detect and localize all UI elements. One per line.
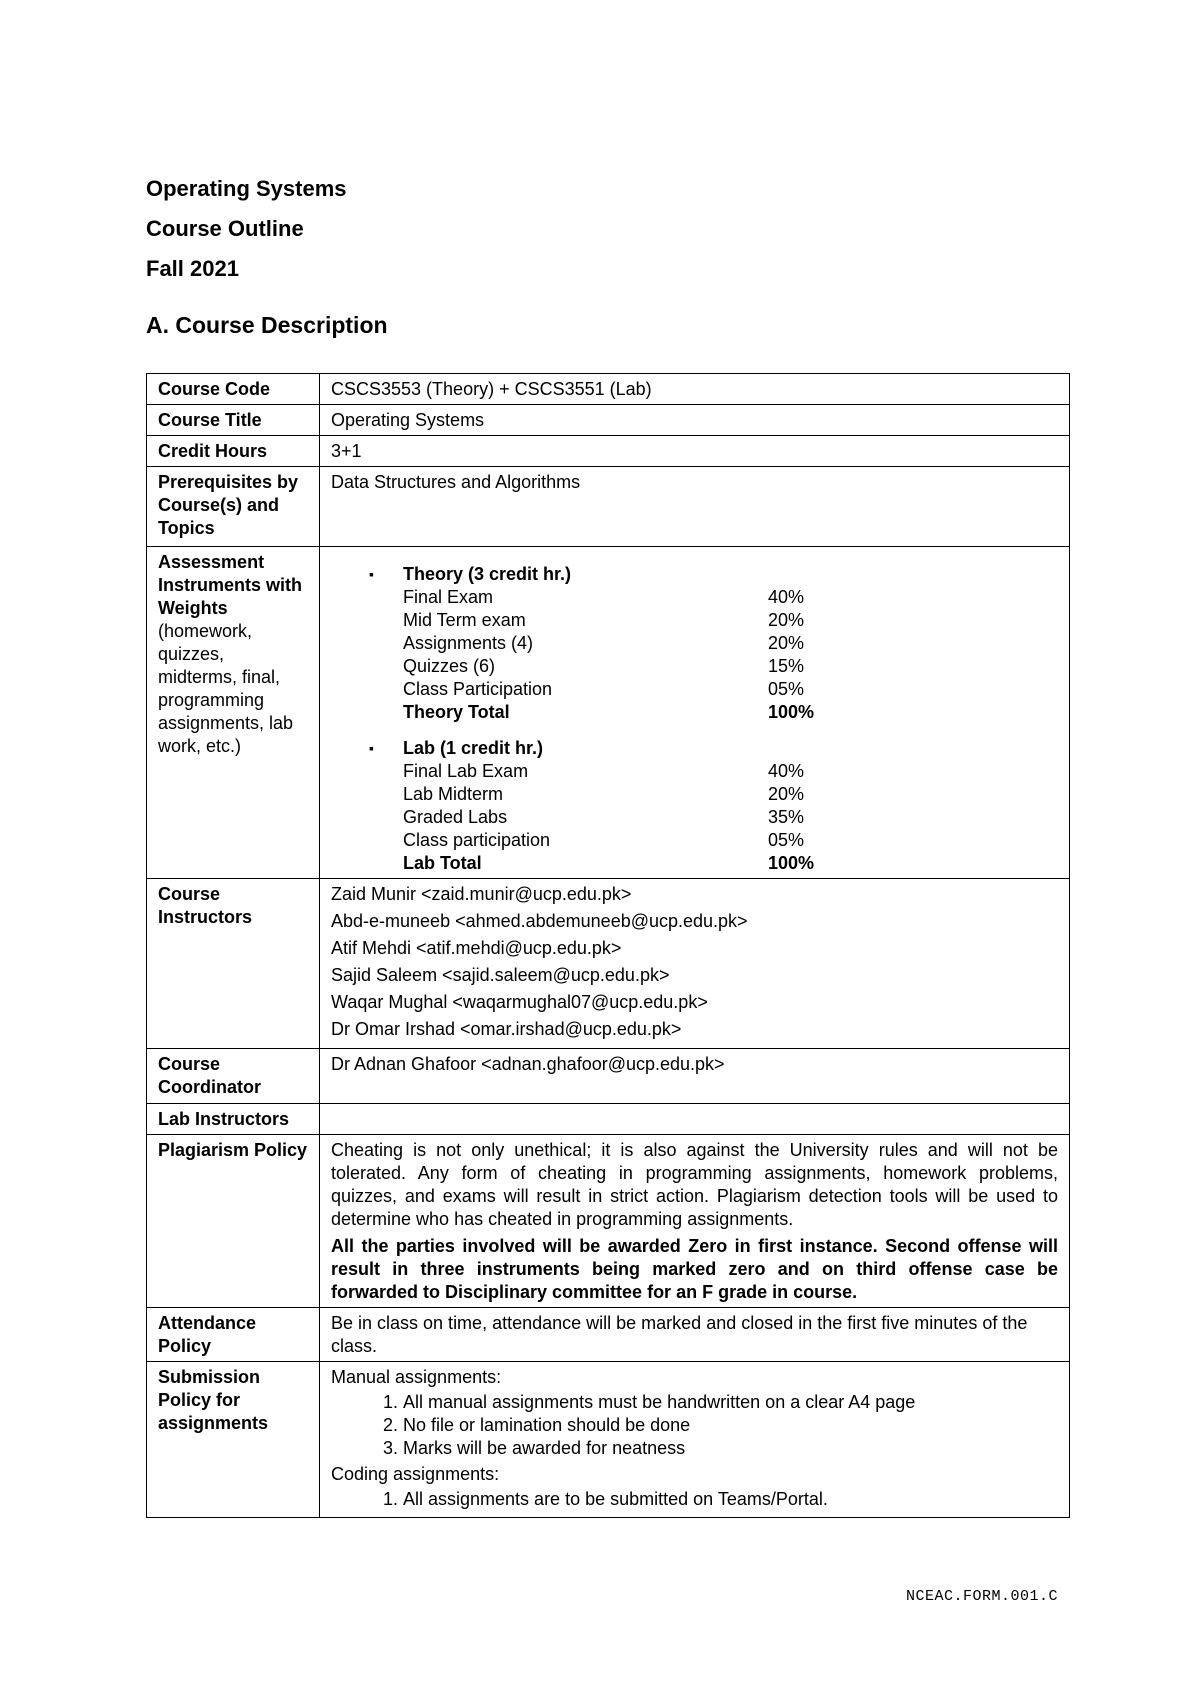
- weight-value: 20%: [768, 610, 805, 630]
- row-label-assessment: [147, 547, 320, 879]
- document-title: Operating Systems: [146, 176, 347, 201]
- instructor-entry: Waqar Mughal <waqarmughal07@ucp.edu.pk>: [331, 992, 708, 1012]
- plagiarism-penalty-text: All the parties involved will be awarded Zero in first instance. Second offense will result in three instruments being marked zero and on third offense case be forwarded to Disciplinary committee for an F grade in course.: [331, 1236, 1058, 1302]
- theory-weights-block: [331, 563, 1058, 724]
- row-value-submission: [320, 1362, 1070, 1518]
- table-row: [147, 879, 1070, 1049]
- bullet-icon: ▪: [369, 740, 374, 756]
- weight-total-value: 100%: [768, 853, 815, 873]
- weight-row: [403, 678, 1058, 701]
- row-value-course-title: Operating Systems: [320, 405, 1070, 436]
- weight-name: Mid Term exam: [403, 610, 526, 630]
- weight-value: 40%: [768, 587, 805, 607]
- instructor-entry: Abd-e-muneeb <ahmed.abdemuneeb@ucp.edu.pk>: [331, 911, 748, 931]
- weight-row: [403, 783, 1058, 806]
- weight-row: [403, 829, 1058, 852]
- row-label-plagiarism: Plagiarism Policy: [147, 1135, 320, 1308]
- weight-name: Final Exam: [403, 587, 494, 607]
- manual-assignments-list: [331, 1391, 1058, 1460]
- weight-row: [403, 609, 1058, 632]
- assessment-weights: [331, 551, 1058, 875]
- row-value-course-code: CSCS3553 (Theory) + CSCS3551 (Lab): [320, 374, 1070, 405]
- weight-value: 05%: [768, 679, 805, 699]
- instructor-entry: Atif Mehdi <atif.mehdi@ucp.edu.pk>: [331, 938, 622, 958]
- course-description-table: [146, 373, 1070, 1518]
- lab-title: Lab (1 credit hr.): [403, 738, 544, 758]
- weight-row: [403, 632, 1058, 655]
- assessment-label: Assessment Instruments with Weights: [158, 552, 303, 618]
- weight-name: Class Participation: [403, 679, 553, 699]
- row-label-credit-hours: Credit Hours: [147, 436, 320, 467]
- lab-weights-block: [331, 737, 1058, 875]
- row-label-course-title: Course Title: [147, 405, 320, 436]
- list-item: 2. No file or lamination should be done: [403, 1414, 1058, 1437]
- list-item: 1. All assignments are to be submitted on Teams/Portal.: [403, 1488, 1058, 1511]
- row-label-course-code: Course Code: [147, 374, 320, 405]
- weight-total-value: 100%: [768, 702, 815, 722]
- weight-value: 20%: [768, 633, 805, 653]
- table-row: [147, 467, 1070, 547]
- row-value-assessment: [320, 547, 1070, 879]
- weight-total-label: Lab Total: [403, 853, 482, 873]
- row-label-coordinator: Course Coordinator: [147, 1049, 320, 1104]
- row-value-plagiarism: [320, 1135, 1070, 1308]
- manual-assignments-heading: Manual assignments:: [331, 1367, 502, 1387]
- table-row: [147, 1135, 1070, 1308]
- table-row: [147, 1104, 1070, 1135]
- weight-total-row: [403, 701, 1058, 724]
- weight-name: Lab Midterm: [403, 784, 504, 804]
- weight-name: Graded Labs: [403, 807, 508, 827]
- weight-total-row: [403, 852, 1058, 875]
- row-label-submission: Submission Policy for assignments: [147, 1362, 320, 1518]
- section-heading: A. Course Description: [146, 312, 388, 338]
- instructor-entry: Zaid Munir <zaid.munir@ucp.edu.pk>: [331, 884, 632, 904]
- assessment-label-note: (homework, quizzes, midterms, final, programming assignments, lab work, etc.): [158, 621, 294, 756]
- table-row: [147, 1049, 1070, 1104]
- theory-title: Theory (3 credit hr.): [403, 564, 572, 584]
- row-value-lab-instructors: [320, 1104, 1070, 1135]
- weight-row: [403, 760, 1058, 783]
- row-label-attendance: Attendance Policy: [147, 1308, 320, 1362]
- document-term: Fall 2021: [146, 256, 239, 281]
- weight-row: [403, 806, 1058, 829]
- row-value-instructors: [320, 879, 1070, 1049]
- table-row: [147, 436, 1070, 467]
- weight-name: Final Lab Exam: [403, 761, 529, 781]
- row-value-attendance: Be in class on time, attendance will be marked and closed in the first five minutes of the class.: [320, 1308, 1070, 1362]
- row-value-prerequisites: Data Structures and Algorithms: [320, 467, 1070, 547]
- weight-value: 05%: [768, 830, 805, 850]
- table-row: [147, 405, 1070, 436]
- list-item: 3. Marks will be awarded for neatness: [403, 1437, 1058, 1460]
- form-code-footer: NCEAC.FORM.001.C: [905, 1588, 1058, 1605]
- weight-total-label: Theory Total: [403, 702, 510, 722]
- instructor-entry: Dr Omar Irshad <omar.irshad@ucp.edu.pk>: [331, 1019, 682, 1039]
- weight-value: 40%: [768, 761, 805, 781]
- weight-row: [403, 655, 1058, 678]
- table-row: [147, 1308, 1070, 1362]
- row-label-lab-instructors: Lab Instructors: [147, 1104, 320, 1135]
- instructor-entry: Sajid Saleem <sajid.saleem@ucp.edu.pk>: [331, 965, 670, 985]
- weight-name: Quizzes (6): [403, 656, 496, 676]
- weight-name: Assignments (4): [403, 633, 534, 653]
- list-item: 1. All manual assignments must be handwritten on a clear A4 page: [403, 1391, 1058, 1414]
- row-value-credit-hours: 3+1: [320, 436, 1070, 467]
- document-subtitle: Course Outline: [146, 216, 304, 241]
- weight-value: 20%: [768, 784, 805, 804]
- plagiarism-text: Cheating is not only unethical; it is also against the University rules and will not be tolerated. Any form of cheating in programming assignments, homework problems, quizzes, and exams will result in strict action. Plagiarism detection tools will be used to determine who has cheated in programming assignments.: [331, 1140, 1058, 1229]
- row-label-instructors: Course Instructors: [147, 879, 320, 1049]
- weight-value: 35%: [768, 807, 805, 827]
- coding-assignments-heading: Coding assignments:: [331, 1464, 500, 1484]
- row-value-coordinator: Dr Adnan Ghafoor <adnan.ghafoor@ucp.edu.pk>: [320, 1049, 1070, 1104]
- table-row: [147, 1362, 1070, 1518]
- weight-name: Class participation: [403, 830, 551, 850]
- bullet-icon: ▪: [369, 566, 374, 582]
- coding-assignments-list: [331, 1488, 1058, 1511]
- weight-value: 15%: [768, 656, 805, 676]
- table-row: [147, 374, 1070, 405]
- table-row: [147, 547, 1070, 879]
- row-label-prerequisites: Prerequisites by Course(s) and Topics: [147, 467, 320, 547]
- weight-row: [403, 586, 1058, 609]
